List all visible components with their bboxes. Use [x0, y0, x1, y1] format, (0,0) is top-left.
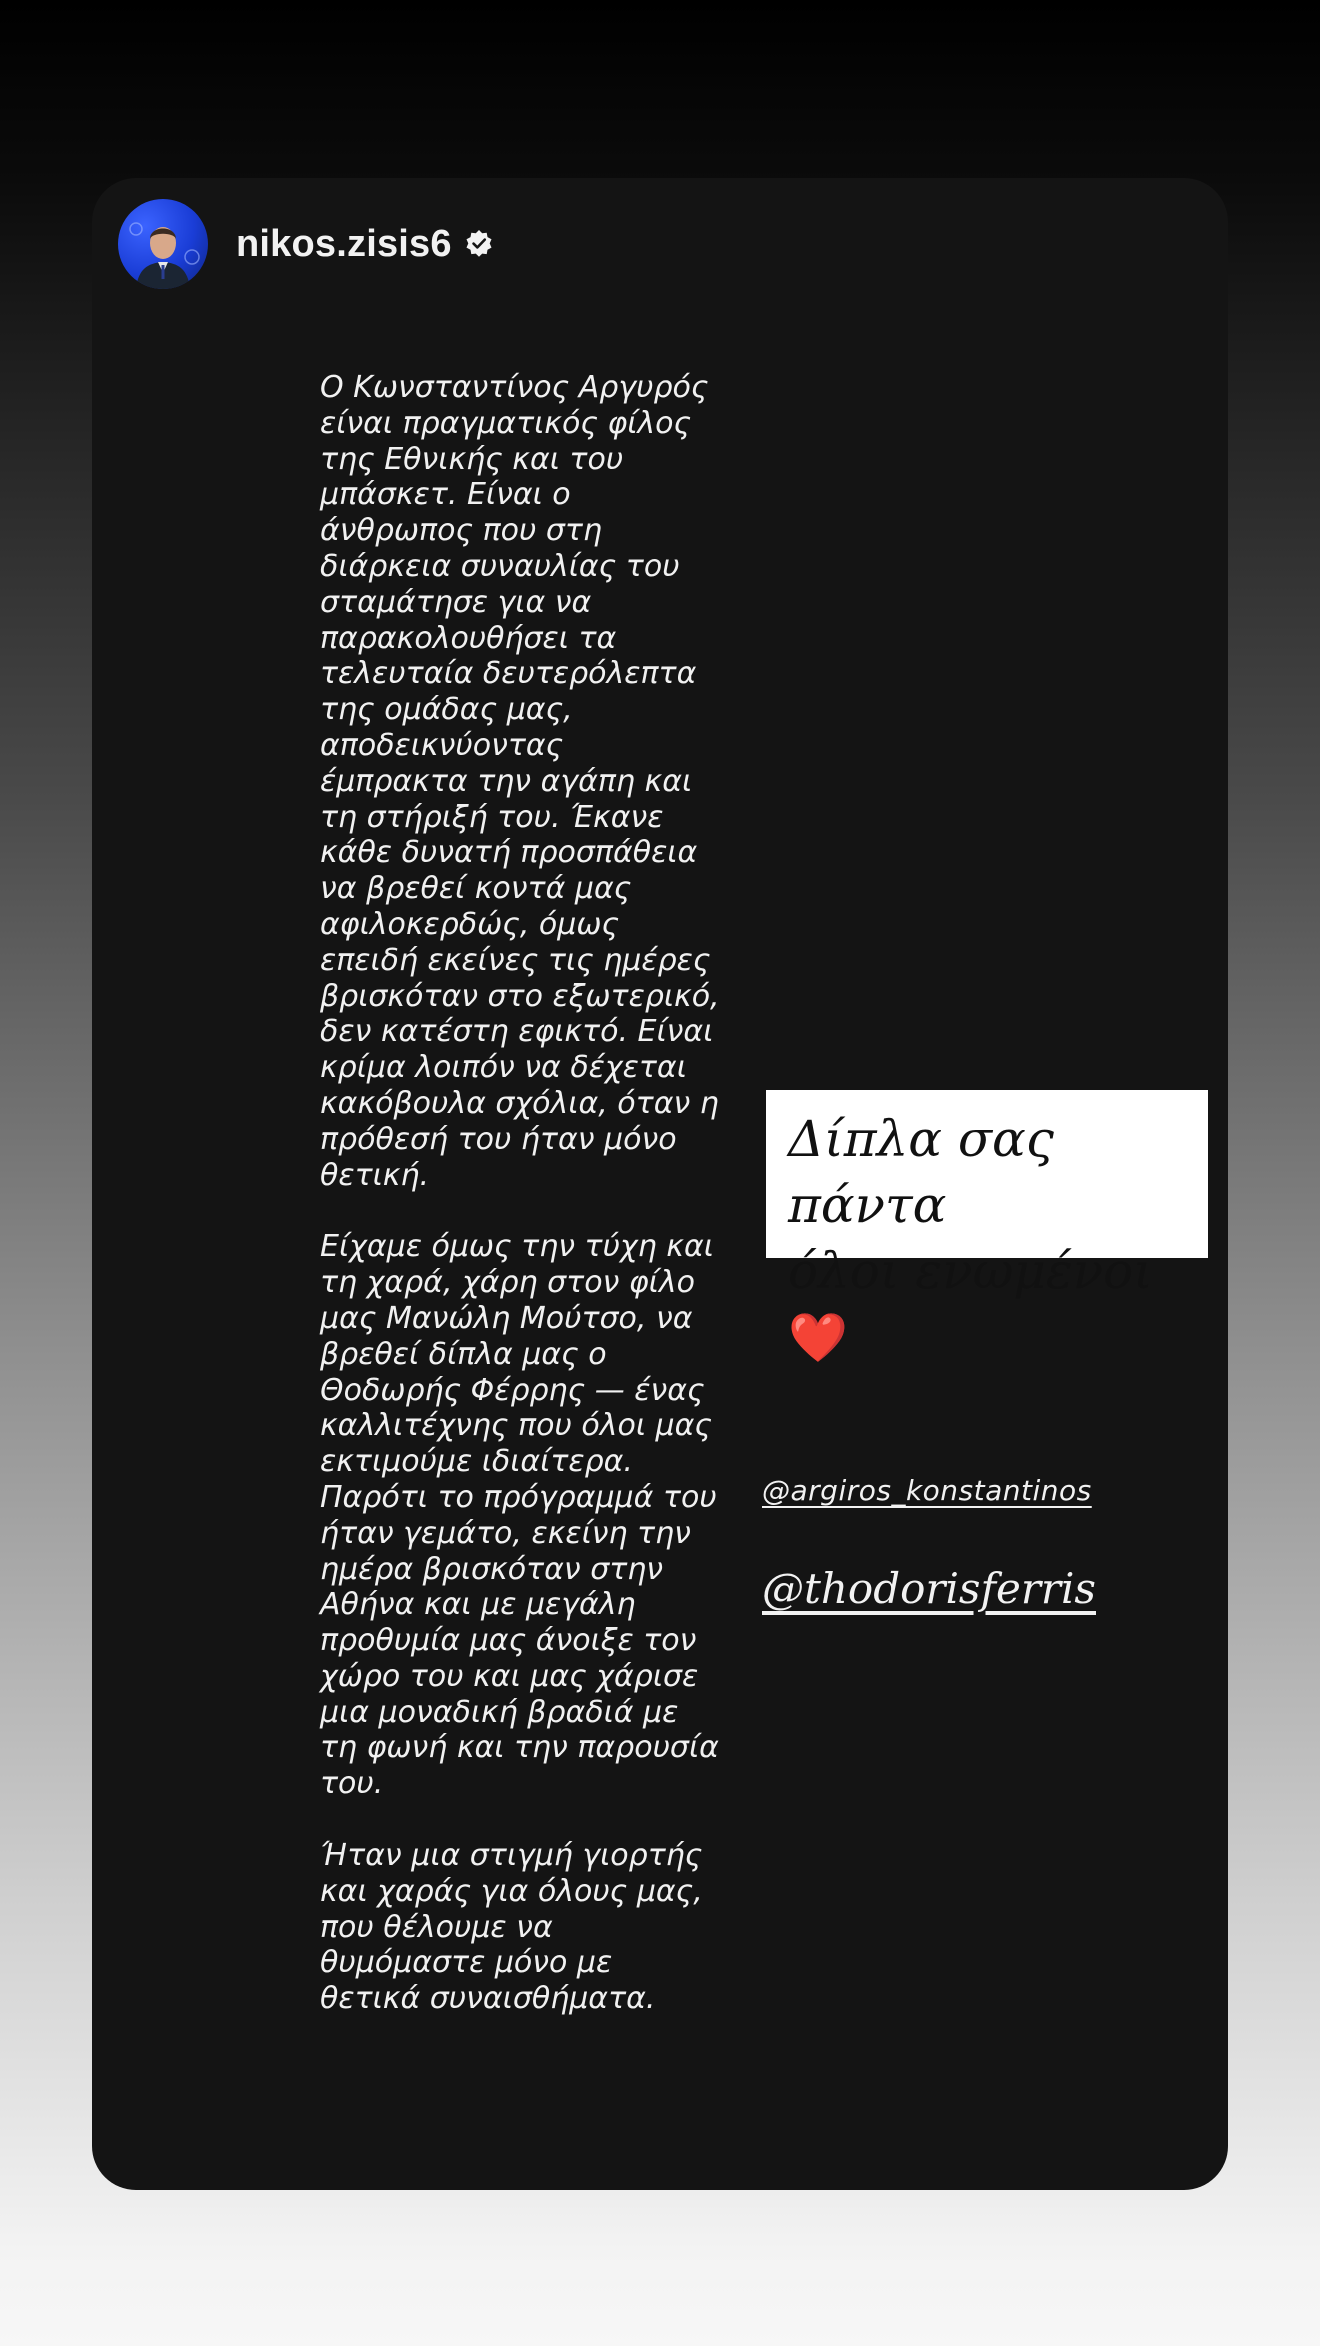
caption-sticker	[766, 1090, 1208, 1366]
username[interactable]: nikos.zisis6	[236, 222, 452, 265]
story-paragraph-2: Είχαμε όμως την τύχη και τη χαρά, χάρη στον φίλο μας Μανώλη Μούτσο, να βρεθεί δίπλα μας ο Θοδωρής Φέρρης — ένας καλλιτέχνης που όλοι μας εκτιμούμε ιδιαίτερα. Παρότι το πρόγραμμά του ήταν γεμάτο, εκείνη την ημέρα βρισκόταν στην Αθήνα και με μεγάλη προθυμία μας άνοιξε τον χώρο του και μας χάρισε μια μοναδική βραδιά με τη φωνή και την παρουσία του.	[320, 1229, 719, 1802]
story-text-block	[320, 370, 720, 2017]
story-header	[118, 198, 494, 290]
caption-line-1: Δίπλα σας πάντα	[788, 1110, 1054, 1234]
caption-line-2	[788, 1238, 1188, 1371]
verified-badge-icon	[464, 229, 494, 259]
caption-line-2-text: όλοι ενωμένοι	[788, 1242, 1153, 1300]
mention-argiros-konstantinos[interactable]: @argiros_konstantinos	[762, 1474, 1092, 1507]
heart-icon: ❤️	[788, 1310, 848, 1366]
avatar[interactable]	[118, 199, 208, 289]
story-paragraph-3: Ήταν μια στιγμή γιορτής και χαράς για όλους μας, που θέλουμε να θυμόμαστε μόνο με θετικά συναισθήματα.	[320, 1838, 703, 2017]
mention-thodorisferris[interactable]: @thodorisferris	[762, 1564, 1096, 1613]
story-card	[92, 178, 1228, 2190]
avatar-portrait-icon	[118, 199, 208, 289]
story-paragraph-1: Ο Κωνσταντίνος Αργυρός είναι πραγματικός φίλος της Εθνικής και του μπάσκετ. Είναι ο άνθρωπος που στη διάρκεια συναυλίας του σταμάτησε για να παρακολουθήσει τα τελευταία δευτερόλεπτα της ομάδας μας, αποδεικνύοντας έμπρακτα την αγάπη και τη στήριξή του. Έκανε κάθε δυνατή προσπάθεια να βρεθεί κοντά μας αφιλοκερδώς, όμως επειδή εκείνες τις ημέρες βρισκόταν στο εξωτερικό, δεν κατέστη εφικτό. Είναι κρίμα λοιπόν να δέχεται κακόβουλα σχόλια, όταν η πρόθεσή του ήταν μόνο θετική.	[320, 370, 720, 1193]
